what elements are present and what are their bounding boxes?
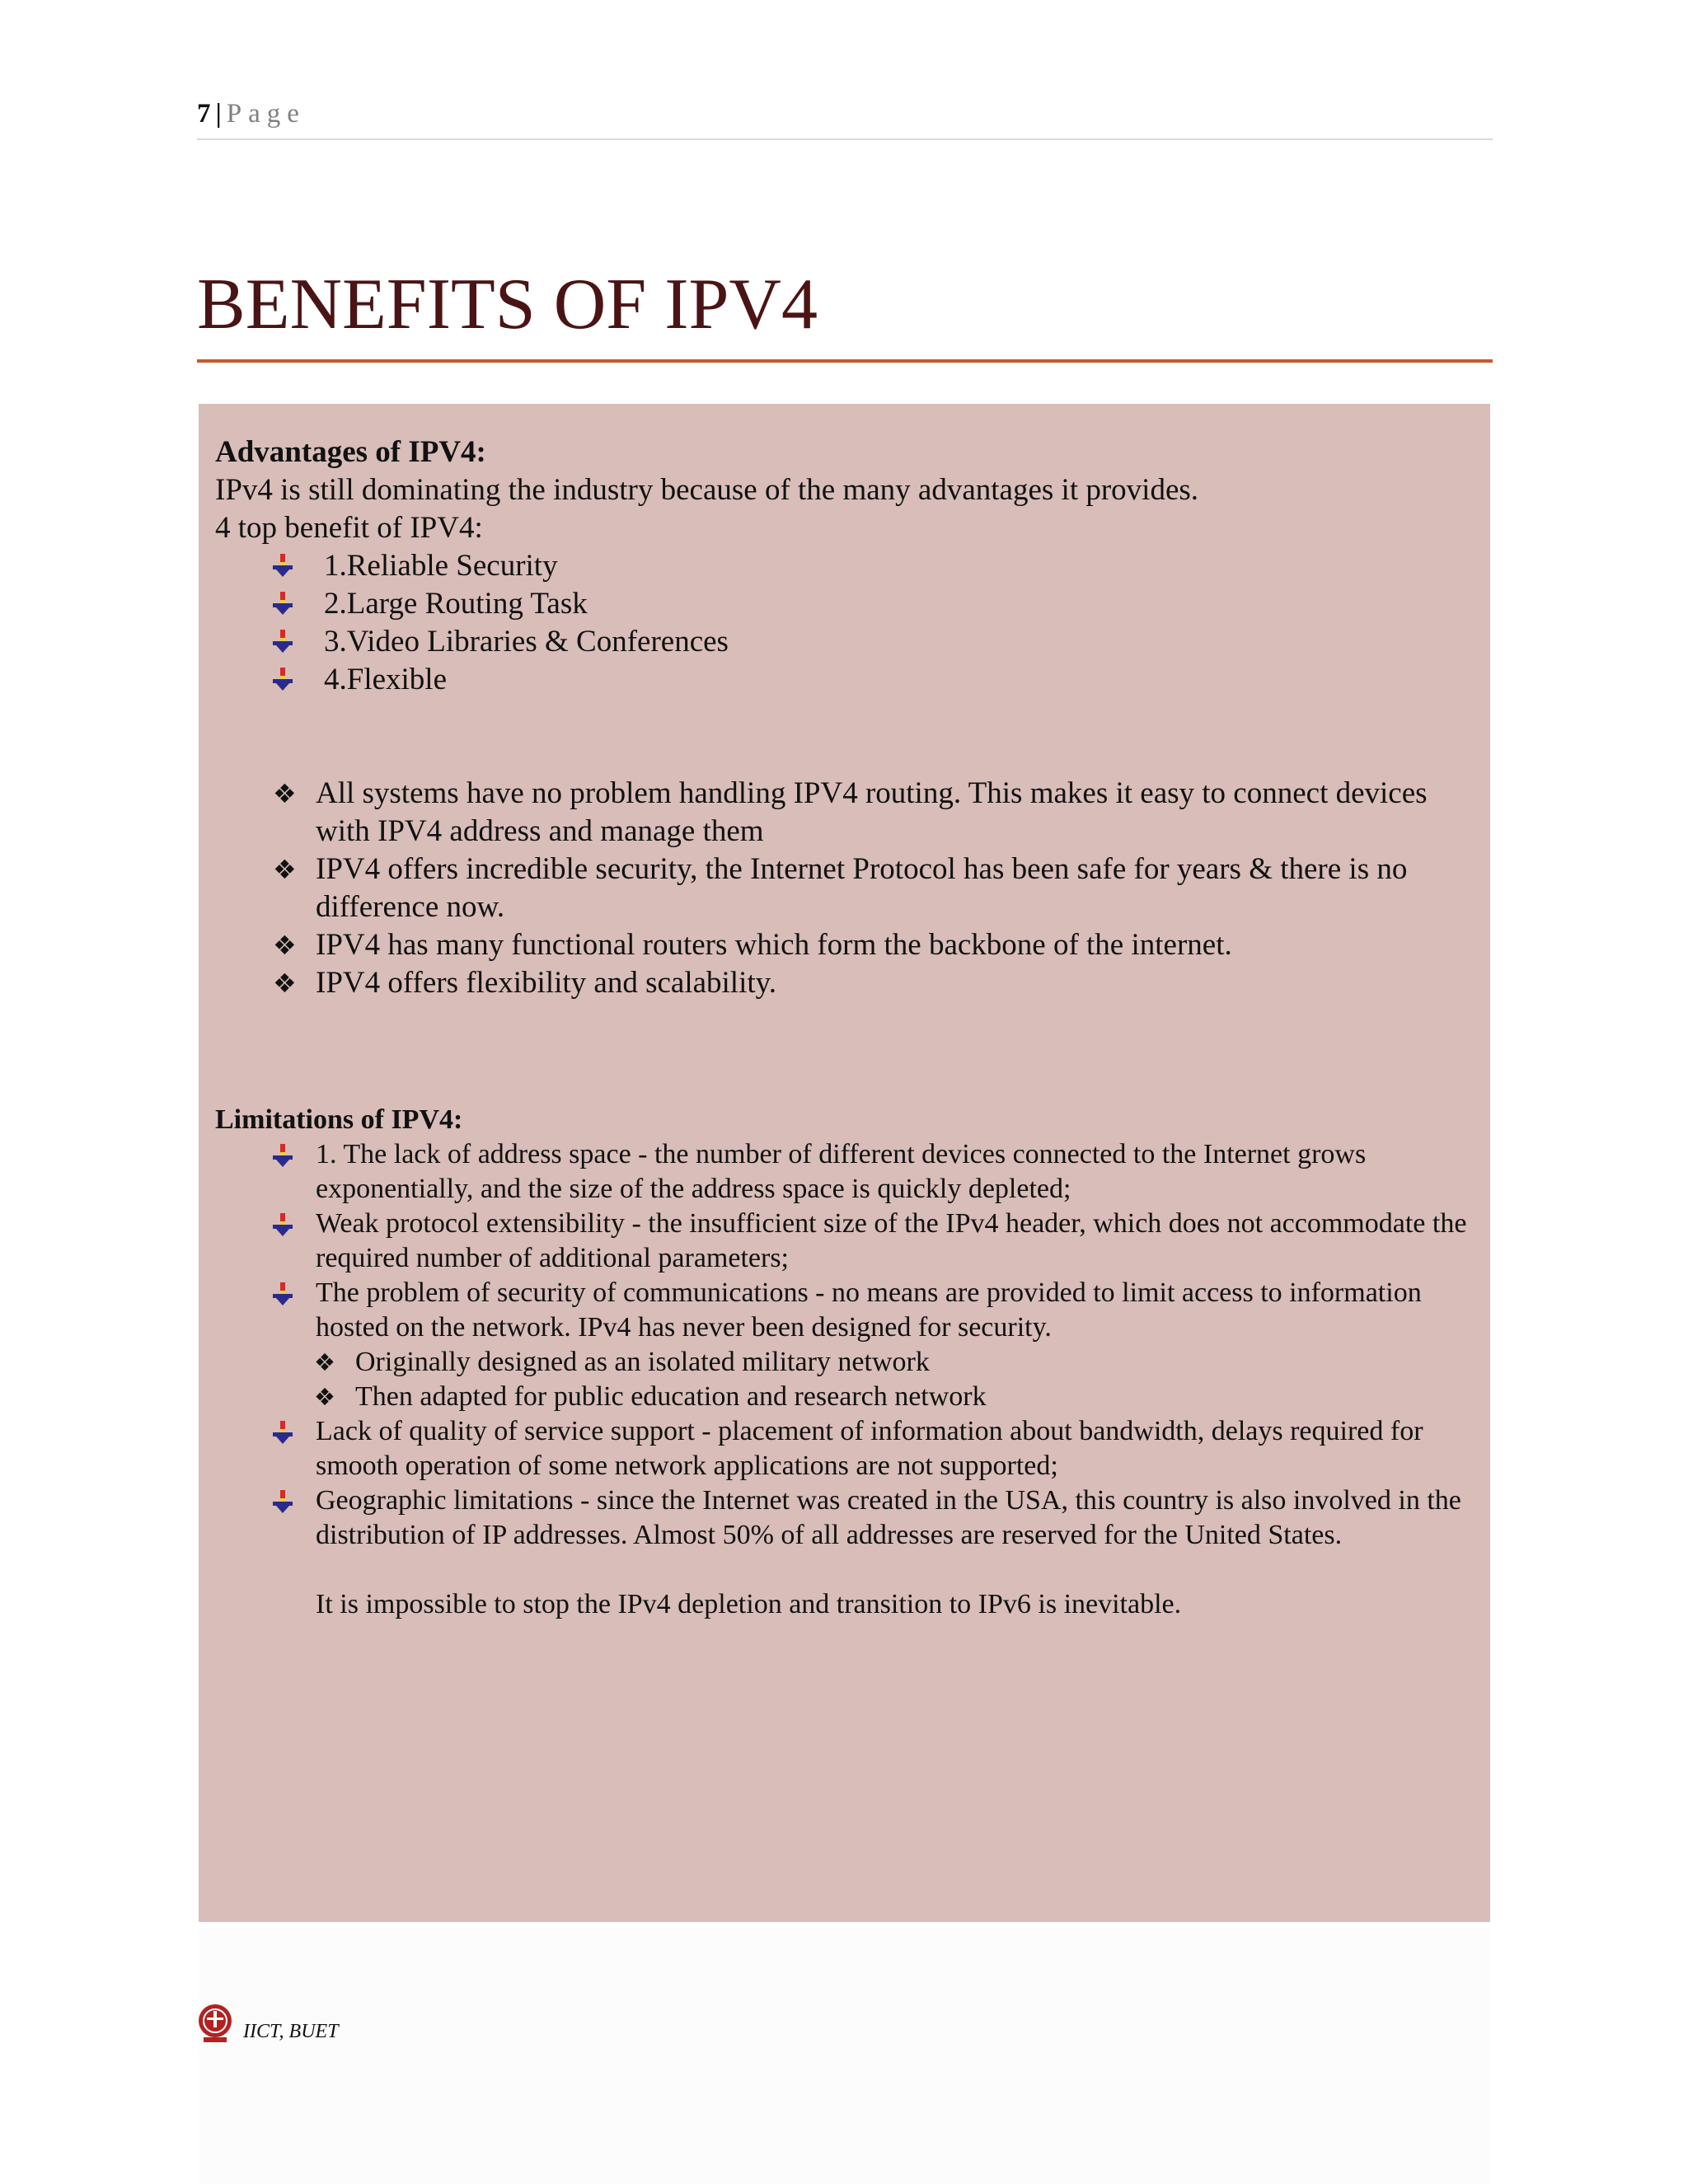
point-text: IPV4 offers incredible security, the Internet Protocol has been safe for years & there is no difference now. xyxy=(316,852,1408,924)
advantages-heading: Advantages of IPV4: xyxy=(215,435,486,469)
content-panel xyxy=(199,404,1490,1922)
conclusion-text: It is impossible to stop the IPv4 depletion and transition to IPv6 is inevitable. xyxy=(316,1589,1182,1619)
list-item xyxy=(273,1483,1474,1553)
arrow-bullet-icon xyxy=(273,1282,293,1305)
diamond-bullet-icon: ❖ xyxy=(273,930,297,961)
advantage-points xyxy=(215,775,1474,1002)
arrow-bullet-icon xyxy=(273,1144,293,1167)
diamond-bullet-icon: ❖ xyxy=(314,1383,335,1411)
diamond-bullet-icon: ❖ xyxy=(314,1348,335,1376)
header-separator: | xyxy=(215,99,222,129)
buet-logo-icon xyxy=(197,2001,233,2044)
point-text: All systems have no problem handling IPV4 routing. This makes it easy to connect devices with IPV4 address and manage them xyxy=(316,776,1428,848)
benefits-list xyxy=(215,547,1474,699)
page-number: 7 xyxy=(197,99,211,129)
security-sub-list xyxy=(215,1345,1474,1414)
list-item xyxy=(273,926,1474,964)
sub-item-text: Originally designed as an isolated military network xyxy=(355,1347,930,1377)
limitation-text: The problem of security of communications - no means are provided to limit access to information hosted on the network. IPv4 has never been designed for security. xyxy=(316,1277,1422,1343)
point-text: IPV4 offers flexibility and scalability. xyxy=(316,966,776,1000)
list-item xyxy=(273,623,1474,661)
benefit-text: 2.Large Routing Task xyxy=(324,587,588,621)
list-item xyxy=(273,1414,1474,1483)
arrow-bullet-icon xyxy=(273,1490,293,1513)
limitations-list-cont xyxy=(215,1414,1474,1553)
list-item xyxy=(273,1207,1474,1276)
limitation-text: Geographic limitations - since the Internet was created in the USA, this country is also involved in the distribution of IP addresses. Almost 50% of all addresses are reserved for the United States. xyxy=(316,1485,1461,1550)
list-item xyxy=(273,964,1474,1002)
page-footer xyxy=(197,2001,339,2044)
advantages-intro: IPv4 is still dominating the industry because of the many advantages it provides. xyxy=(215,473,1199,507)
list-item xyxy=(273,851,1474,926)
page-header xyxy=(197,97,1493,140)
limitations-heading: Limitations of IPV4: xyxy=(215,1104,463,1135)
diamond-bullet-icon: ❖ xyxy=(273,778,297,809)
arrow-bullet-icon xyxy=(273,668,293,691)
list-item xyxy=(273,775,1474,851)
limitations-list xyxy=(215,1137,1474,1345)
list-item xyxy=(273,585,1474,623)
diamond-bullet-icon: ❖ xyxy=(273,968,297,999)
section-title: BENEFITS OF IPV4 xyxy=(197,264,1493,363)
limitation-text: 1. The lack of address space - the number of different devices connected to the Internet grows exponentially, and the size of the address space is quickly depleted; xyxy=(316,1139,1367,1204)
list-item xyxy=(273,547,1474,585)
benefits-list-title: 4 top benefit of IPV4: xyxy=(215,511,483,545)
sub-item-text: Then adapted for public education and research network xyxy=(355,1381,987,1412)
list-item xyxy=(273,1276,1474,1345)
arrow-bullet-icon xyxy=(273,554,293,577)
arrow-bullet-icon xyxy=(273,630,293,653)
page-label: Page xyxy=(226,99,306,129)
footer-band xyxy=(199,1929,1490,2184)
benefit-text: 1.Reliable Security xyxy=(324,549,558,583)
benefit-text: 4.Flexible xyxy=(324,663,448,696)
list-item xyxy=(314,1345,1474,1380)
list-item xyxy=(273,1137,1474,1207)
point-text: IPV4 has many functional routers which form the backbone of the internet. xyxy=(316,928,1232,962)
diamond-bullet-icon: ❖ xyxy=(273,854,297,885)
limitation-text: Weak protocol extensibility - the insufficient size of the IPv4 header, which does not accommodate the required number of additional parameters; xyxy=(316,1208,1467,1273)
footer-text: IICT, BUET xyxy=(243,2020,339,2042)
limitation-text: Lack of quality of service support - placement of information about bandwidth, delays required for smooth operation of some network applications are not supported; xyxy=(316,1416,1423,1481)
arrow-bullet-icon xyxy=(273,592,293,615)
benefit-text: 3.Video Libraries & Conferences xyxy=(324,625,729,658)
list-item xyxy=(314,1380,1474,1414)
list-item xyxy=(273,661,1474,699)
arrow-bullet-icon xyxy=(273,1421,293,1444)
arrow-bullet-icon xyxy=(273,1213,293,1236)
